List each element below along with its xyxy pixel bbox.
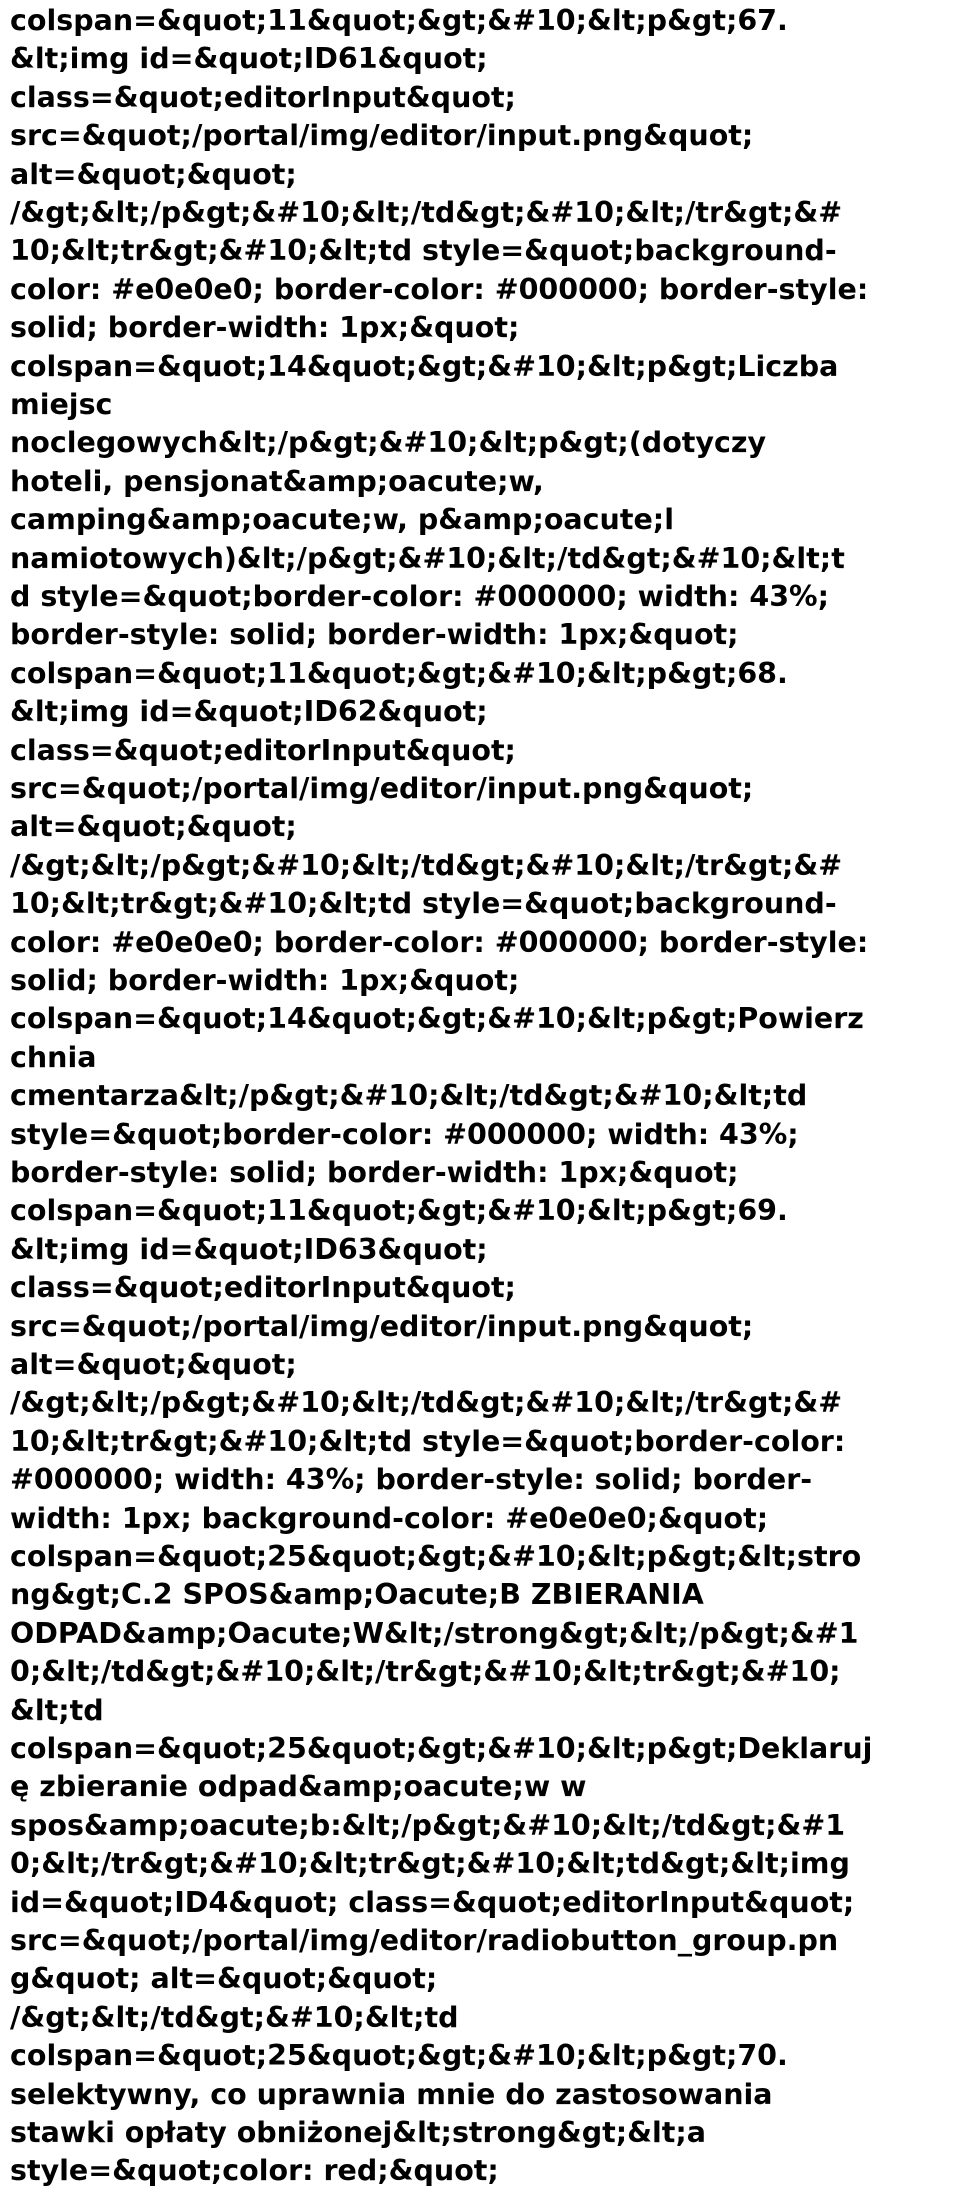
- text-line: colspan=&quot;11&quot;&gt;&#10;&lt;p&gt;69.: [10, 1194, 788, 1228]
- text-line: spos&amp;oacute;b:&lt;/p&gt;&#10;&lt;/td&gt;&#1: [10, 1808, 846, 1842]
- text-line: 0;&lt;/td&gt;&#10;&lt;/tr&gt;&#10;&lt;tr&gt;&#10;: [10, 1655, 841, 1689]
- text-line: colspan=&quot;14&quot;&gt;&#10;&lt;p&gt;Powierz: [10, 1002, 864, 1036]
- text-line: border-style: solid; border-width: 1px;&quot;: [10, 618, 739, 652]
- text-line: alt=&quot;&quot;: [10, 157, 297, 191]
- text-line: class=&quot;editorInput&quot;: [10, 733, 516, 767]
- text-line: class=&quot;editorInput&quot;: [10, 1271, 516, 1305]
- document-page: [10, 0, 955, 2187]
- text-line: solid; border-width: 1px;&quot;: [10, 311, 520, 345]
- text-line: g&quot; alt=&quot;&quot;: [10, 1962, 438, 1996]
- text-line: 0;&lt;/tr&gt;&#10;&lt;tr&gt;&#10;&lt;td&gt;&lt;img: [10, 1847, 850, 1881]
- text-line: /&gt;&lt;/p&gt;&#10;&lt;/td&gt;&#10;&lt;/tr&gt;&#: [10, 196, 843, 229]
- text-line: cmentarza&lt;/p&gt;&#10;&lt;/td&gt;&#10;&lt;td: [10, 1079, 808, 1113]
- text-line: namiotowych)&lt;/p&gt;&#10;&lt;/td&gt;&#10;&lt;t: [10, 541, 845, 575]
- text-line: solid; border-width: 1px;&quot;: [10, 964, 520, 997]
- text-line: stawki opłaty obniżonej&lt;strong&gt;&lt;a: [10, 2116, 707, 2149]
- text-line: 10;&lt;tr&gt;&#10;&lt;td style=&quot;background-: [10, 887, 837, 921]
- text-line: border-style: solid; border-width: 1px;&quot;: [10, 1156, 739, 1189]
- text-line: d style=&quot;border-color: #000000; width: 43%;: [10, 580, 829, 613]
- text-line: &lt;td: [10, 1693, 104, 1727]
- text-line: src=&quot;/portal/img/editor/input.png&quot;: [10, 772, 754, 805]
- text-line: /&gt;&lt;/td&gt;&#10;&lt;td: [10, 2000, 459, 2034]
- text-line: /&gt;&lt;/p&gt;&#10;&lt;/td&gt;&#10;&lt;/tr&gt;&#: [10, 848, 843, 882]
- text-line: 10;&lt;tr&gt;&#10;&lt;td style=&quot;background-: [10, 234, 837, 268]
- text-line: alt=&quot;&quot;: [10, 1348, 297, 1381]
- text-line: colspan=&quot;25&quot;&gt;&#10;&lt;p&gt;70.: [10, 2039, 788, 2073]
- text-line: 10;&lt;tr&gt;&#10;&lt;td style=&quot;border-color:: [10, 1424, 846, 1458]
- text-line: ng&gt;C.2 SPOS&amp;Oacute;B ZBIERANIA: [10, 1578, 704, 1612]
- text-line: alt=&quot;&quot;: [10, 810, 297, 844]
- text-line: colspan=&quot;14&quot;&gt;&#10;&lt;p&gt;Liczba: [10, 349, 839, 383]
- text-line: miejsc: [10, 388, 113, 421]
- text-line: chnia: [10, 1040, 97, 1074]
- text-line: /&gt;&lt;/p&gt;&#10;&lt;/td&gt;&#10;&lt;/tr&gt;&#: [10, 1386, 843, 1420]
- text-line: color: #e0e0e0; border-color: #000000; border-style:: [10, 925, 869, 959]
- text-line: #000000; width: 43%; border-style: solid; border-: [10, 1463, 813, 1497]
- text-line: src=&quot;/portal/img/editor/input.png&quot;: [10, 1309, 754, 1343]
- text-line: id=&quot;ID4&quot; class=&quot;editorInput&quot;: [10, 1885, 855, 1919]
- text-line: class=&quot;editorInput&quot;: [10, 80, 516, 114]
- text-line: colspan=&quot;25&quot;&gt;&#10;&lt;p&gt;&lt;stro: [10, 1540, 862, 1573]
- text-line: colspan=&quot;25&quot;&gt;&#10;&lt;p&gt;Deklaruj: [10, 1732, 873, 1765]
- text-line: camping&amp;oacute;w, p&amp;oacute;l: [10, 503, 674, 537]
- text-line: colspan=&quot;11&quot;&gt;&#10;&lt;p&gt;67.: [10, 4, 788, 37]
- text-line: ODPAD&amp;Oacute;W&lt;/strong&gt;&lt;/p&gt;&#1: [10, 1616, 859, 1650]
- text-line: colspan=&quot;11&quot;&gt;&#10;&lt;p&gt;68.: [10, 656, 788, 690]
- text-line: &lt;img id=&quot;ID61&quot;: [10, 42, 488, 76]
- text-line: style=&quot;color: red;&quot;: [10, 2154, 499, 2188]
- text-line: selektywny, co uprawnia mnie do zastosowania: [10, 2077, 773, 2111]
- text-line: &lt;img id=&quot;ID62&quot;: [10, 695, 488, 729]
- text-line: hoteli, pensjonat&amp;oacute;w,: [10, 464, 544, 498]
- text-line: style=&quot;border-color: #000000; width: 43%;: [10, 1117, 799, 1151]
- text-line: noclegowych&lt;/p&gt;&#10;&lt;p&gt;(dotyczy: [10, 426, 767, 460]
- text-line: color: #e0e0e0; border-color: #000000; border-style:: [10, 272, 869, 306]
- text-line: src=&quot;/portal/img/editor/input.png&quot;: [10, 119, 754, 153]
- text-line: &lt;img id=&quot;ID63&quot;: [10, 1232, 488, 1266]
- text-line: width: 1px; background-color: #e0e0e0;&quot;: [10, 1501, 769, 1535]
- text-line: src=&quot;/portal/img/editor/radiobutton_group.pn: [10, 1924, 839, 1957]
- text-line: ę zbieranie odpad&amp;oacute;w w: [10, 1770, 587, 1804]
